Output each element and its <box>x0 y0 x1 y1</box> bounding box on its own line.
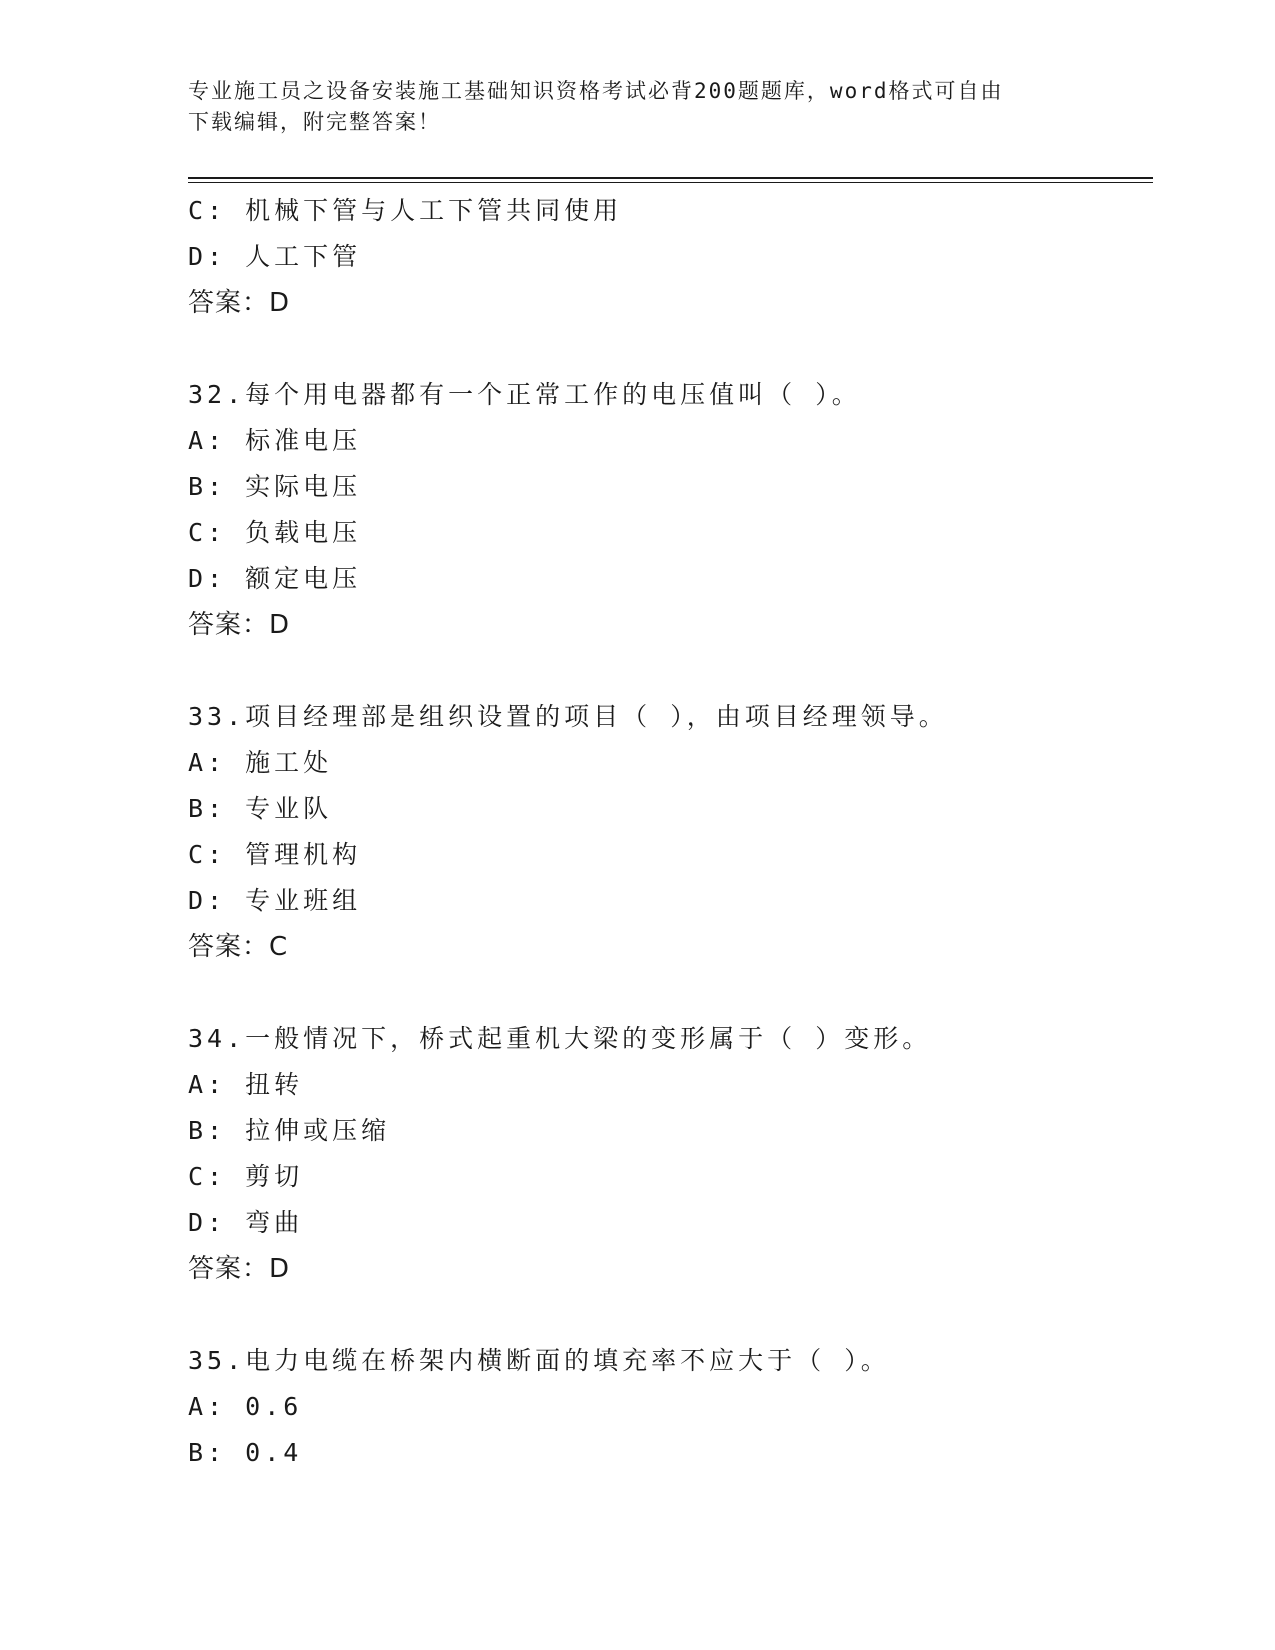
option-b: B: 拉伸或压缩 <box>188 1116 391 1145</box>
option-c: C: 负载电压 <box>188 518 362 547</box>
option-d: D: 人工下管 <box>188 242 362 271</box>
option-d: D: 弯曲 <box>188 1208 304 1237</box>
question-33 <box>188 694 1148 970</box>
question-stem: 32.每个用电器都有一个正常工作的电压值叫（ ）。 <box>188 380 861 409</box>
answer-line: 答案：D <box>188 288 291 318</box>
spacer <box>188 970 1148 1016</box>
question-stem: 33.项目经理部是组织设置的项目（ ），由项目经理领导。 <box>188 702 948 731</box>
option-b: B: 专业队 <box>188 794 333 823</box>
answer-line: 答案：D <box>188 610 291 640</box>
question-stem: 35.电力电缆在桥架内横断面的填充率不应大于（ ）。 <box>188 1346 890 1375</box>
option-a: A: 扭转 <box>188 1070 304 1099</box>
header-divider-thick <box>188 177 1153 179</box>
header-divider-thin <box>188 182 1153 183</box>
question-stem: 34.一般情况下，桥式起重机大梁的变形属于（ ）变形。 <box>188 1024 932 1053</box>
option-a: A: 施工处 <box>188 748 333 777</box>
question-35 <box>188 1338 1148 1476</box>
header-line-1: 专业施工员之设备安装施工基础知识资格考试必背200题题库，word格式可自由 <box>188 79 1004 103</box>
spacer <box>188 326 1148 372</box>
document-header <box>188 76 1068 138</box>
option-a: A: 0.6 <box>188 1392 303 1421</box>
spacer <box>188 648 1148 694</box>
option-d: D: 额定电压 <box>188 564 362 593</box>
question-32 <box>188 372 1148 648</box>
option-b: B: 实际电压 <box>188 472 362 501</box>
option-a: A: 标准电压 <box>188 426 362 455</box>
option-b: B: 0.4 <box>188 1438 303 1467</box>
question-list <box>188 188 1148 1476</box>
header-line-2: 下载编辑，附完整答案！ <box>188 110 441 134</box>
answer-line: 答案：C <box>188 932 289 962</box>
question-34 <box>188 1016 1148 1292</box>
option-c: C: 机械下管与人工下管共同使用 <box>188 196 623 225</box>
question-continued <box>188 188 1148 326</box>
answer-line: 答案：D <box>188 1254 291 1284</box>
option-d: D: 专业班组 <box>188 886 362 915</box>
spacer <box>188 1292 1148 1338</box>
option-c: C: 剪切 <box>188 1162 304 1191</box>
option-c: C: 管理机构 <box>188 840 362 869</box>
